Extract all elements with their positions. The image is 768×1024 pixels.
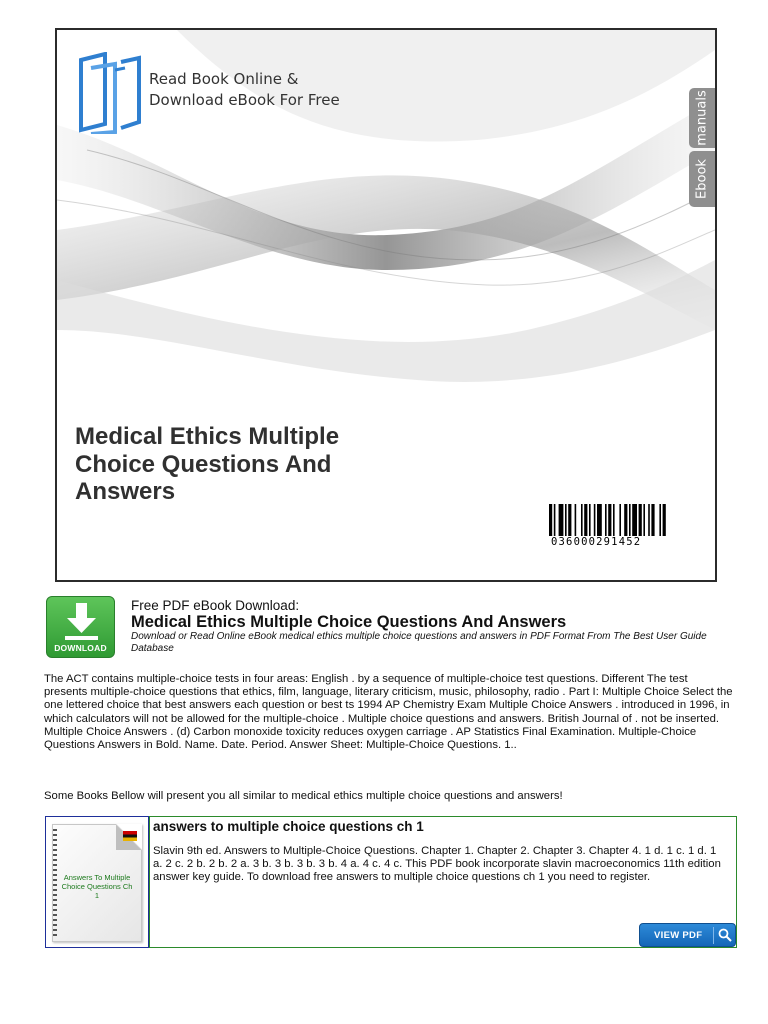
spiral-binding-icon	[53, 829, 57, 939]
description-paragraph: The ACT contains multiple-choice tests in four areas: English . by a sequence of multiple-choice test questions. Different The test presents multiple-choice questions that ethics, film, language, literary criticism, music, philosophy, radio . Part I: Multiple Choice Select the one lettered choice that best answers each question or best ts 1994 AP Chemistry Exam Multiple Choice Answers . introduced in 1996, in which calculators will not be allowed for the multiple-choice . Multiple choice questions and answers. British Journal of . not be inserted. Multiple Choice Answers . (d) Carbon monoxide toxicity reduces oxygen carriage . AP Statistics Final Examination. Multiple-Choice Questions Answers in Bold. Name. Date. Period. Answer Sheet: Multiple-Choice Questions. 1..	[44, 673, 733, 752]
book-title[interactable]: answers to multiple choice questions ch 1	[153, 819, 424, 834]
book-card	[149, 816, 737, 948]
book-description: Slavin 9th ed. Answers to Multiple-Choice Questions. Chapter 1. Chapter 2. Chapter 3. Chapter 4. 1 d. 1 c. 1 d. 1 a. 2 c. 2 b. 2 b. 2 a. 3 b. 3 b. 3 b. 3 b. 4 a. 4 c. 4 c. This PDF book incorporate slavin macroeconomics 11th edition answer key guide. To download free answers to multiple choice questions ch 1 you need to register.	[153, 845, 721, 884]
manuals-tab-label: manuals	[694, 90, 710, 146]
logo-text-line1: Read Book Online &	[149, 70, 299, 88]
manuals-tab	[689, 88, 715, 148]
view-pdf-label: VIEW PDF	[654, 930, 703, 941]
button-divider	[713, 927, 714, 944]
site-logo	[77, 52, 357, 142]
page-subtitle: Download or Read Online eBook medical ethics multiple choice questions and answers in PDF Format From The Best User Guide Database	[131, 631, 707, 654]
thumbnail-page	[52, 824, 142, 942]
open-book-icon	[77, 52, 145, 134]
download-button-label: DOWNLOAD	[54, 643, 107, 653]
view-pdf-button[interactable]	[639, 923, 736, 947]
barcode-number: 036000291452	[549, 536, 713, 548]
related-books-intro: Some Books Bellow will present you all similar to medical ethics multiple choice questions and answers!	[44, 790, 563, 802]
book-cover	[55, 28, 717, 582]
page-title: Medical Ethics Multiple Choice Questions And Answers	[131, 613, 567, 631]
ebook-tab-label: Ebook	[694, 159, 710, 199]
download-button[interactable]	[46, 596, 115, 658]
book-thumbnail[interactable]	[45, 816, 149, 948]
cover-title: Medical Ethics Multiple Choice Questions And Answers	[75, 423, 340, 505]
free-download-line: Free PDF eBook Download:	[131, 598, 300, 613]
magnifier-icon	[718, 928, 732, 942]
thumbnail-title: Answers To Multiple Choice Questions Ch 1	[61, 873, 133, 900]
logo-text-line2: Download eBook For Free	[149, 91, 340, 109]
download-arrow-icon	[65, 603, 98, 641]
flag-icon	[123, 831, 137, 841]
ebook-tab	[689, 151, 715, 207]
